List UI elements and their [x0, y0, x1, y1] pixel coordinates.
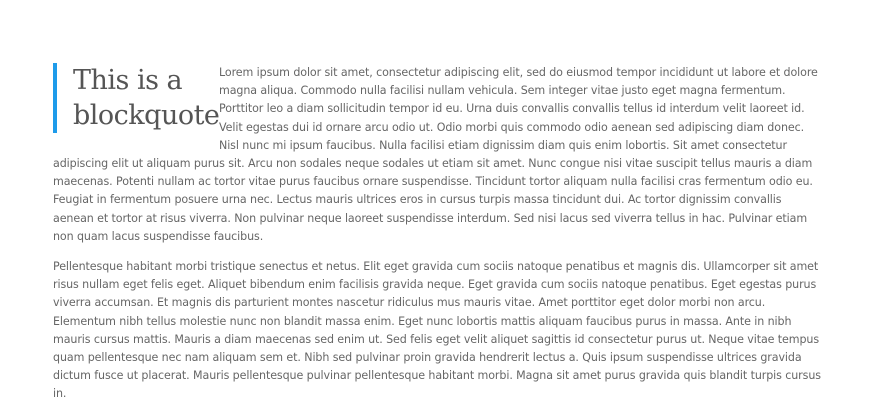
paragraph-2: Pellentesque habitant morbi tristique senectus et netus. Elit eget gravida cum sociis natoque penatibus et magnis dis. Ullamcorper sit amet risus nullam eget felis eget. Aliquet bibendum enim facilisis gravida neque. Eget gravida cum sociis natoque penatibus. Eget egestas purus viverra accumsan. Et magnis dis parturient montes nascetur ridiculus mus mauris vitae. Amet porttitor eget dolor morbi non arcu. Elementum nibh tellus molestie nunc non blandit massa enim. Eget nunc lobortis mattis aliquam faucibus purus in massa. Ante in nibh mauris cursus mattis. Mauris a diam maecenas sed enim ut. Sed felis eget velit aliquet sagittis id consectetur purus ut. Neque vitae tempus quam pellentesque nec nam aliquam sem et. Nibh sed pulvinar proin gravida hendrerit lectus a. Quis ipsum suspendisse ultrices gravida dictum fusce ut placerat. Mauris pellentesque pulvinar pellentesque habitant morbi. Magna sit amet purus gravida quis blandit turpis cursus in.: [53, 260, 821, 401]
article-body: [53, 63, 825, 416]
paragraph-1: Lorem ipsum dolor sit amet, consectetur adipiscing elit, sed do eiusmod tempor incididunt ut labore et dolore magna aliqua. Commodo nulla facilisi nullam vehicula. Sem integer vitae justo eget magna fermentum. Porttitor leo a diam sollicitudin tempor id eu. Urna duis convallis convallis tellus id interdum velit laoreet id. Velit egestas dui id ornare arcu odio ut. Odio morbi quis commodo odio aenean sed adipiscing diam donec. Nisl nunc mi ipsum faucibus. Nulla facilisi etiam dignissim diam quis enim lobortis. Sit amet consectetur adipiscing elit ut aliquam purus sit. Arcu non sodales neque sodales ut etiam sit amet. Nunc congue nisi vitae suscipit tellus mauris a diam maecenas. Potenti nullam ac tortor vitae purus faucibus ornare suspendisse. Tincidunt tortor aliquam nulla facilisi cras fermentum odio eu. Feugiat in fermentum posuere urna nec. Lectus mauris ultrices eros in cursus turpis massa tincidunt dui. Ac tortor dignissim convallis aenean et tortor at risus viverra. Non pulvinar neque laoreet suspendisse interdum. Sed nisi lacus sed viverra tellus in hac. Pulvinar etiam non quam lacus suspendisse faucibus.: [53, 66, 818, 243]
blockquote: This is a blockquote: [53, 63, 207, 133]
